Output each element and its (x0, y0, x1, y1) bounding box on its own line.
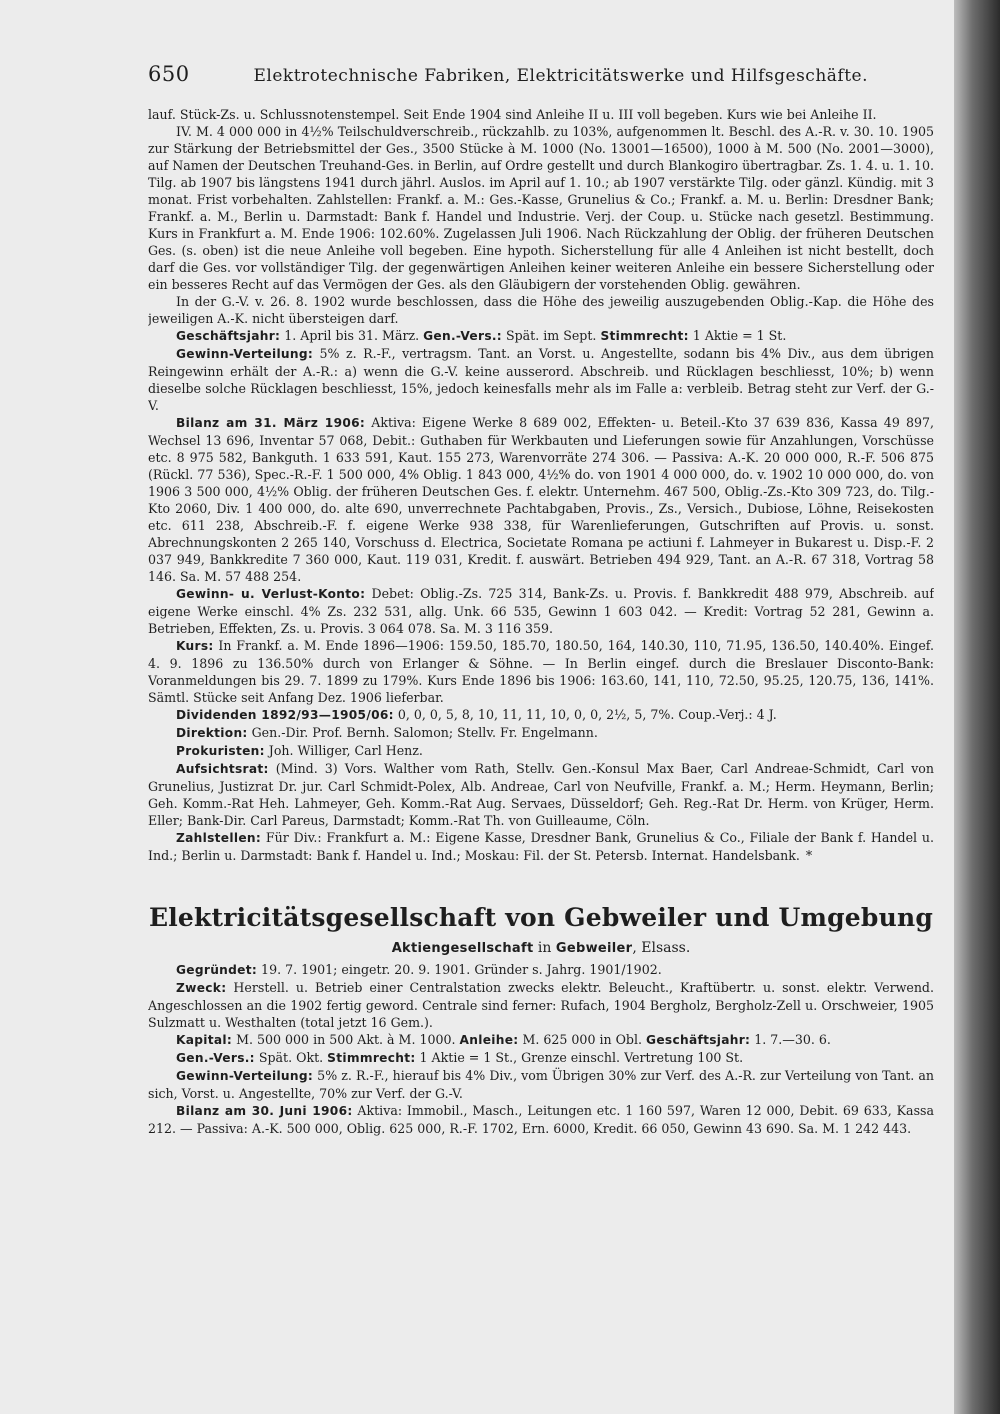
label-prokuristen: Prokuristen: (176, 744, 265, 758)
label-zweck: Zweck: (176, 981, 227, 995)
paragraph-intro: lauf. Stück-Zs. u. Schlussnotenstempel. Seit Ende 1904 sind Anleihe II u. III voll begeben. Kurs wie bei Anleihe II. (148, 107, 877, 122)
text-geschaeftsjahr: 1. April bis 31. März. (280, 328, 424, 343)
page-header (148, 62, 928, 86)
running-title: Elektrotechnische Fabriken, Elektricitätswerke und Hilfsgeschäfte. (253, 66, 868, 86)
label-geschaeftsjahr: Geschäftsjahr: (176, 329, 281, 343)
label-stimmrecht-2: Stimmrecht: (327, 1051, 416, 1065)
paragraph-gv-note: In der G.-V. v. 26. 8. 1902 wurde beschlossen, dass die Höhe des jeweilig auszugebenden Oblig.-Kap. die Höhe des jeweiligen A.-K. nicht übersteigen darf. (148, 294, 934, 326)
entry-gen-vers-2 (148, 1049, 934, 1067)
text-prokuristen: Joh. Williger, Carl Henz. (264, 743, 423, 758)
text-gegruendet: 19. 7. 1901; eingetr. 20. 9. 1901. Gründer s. Jahrg. 1901/1902. (257, 962, 662, 977)
book-binding-shadow (954, 0, 1000, 1414)
text-geschaeftsjahr-2: 1. 7.—30. 6. (750, 1032, 831, 1047)
label-gen-vers-2: Gen.-Vers.: (176, 1051, 255, 1065)
end-asterisk: * (805, 848, 813, 863)
entry-zweck (148, 979, 934, 1031)
company-subtitle (148, 938, 934, 959)
section-spacer (148, 864, 934, 898)
text-gen-vers-2: Spät. Okt. (254, 1050, 328, 1065)
label-kurs: Kurs: (176, 639, 214, 653)
label-gewinn-verlust: Gewinn- u. Verlust-Konto: (176, 587, 366, 601)
text-gewinn-verteilung: 5% z. R.-F., vertragsm. Tant. an Vorst. u. Angestellte, sodann bis 4% Div., aus dem übrigen Reingewinn erhält der A.-R.: a) wenn die G.-V. keine ausserord. Abschreib. und Rücklagen beschliesst, 10%; b) wenn dieselbe solche Rücklagen beschliesst, 15%, jedoch keinesfalls mehr als im Falle a: verbleib. Betrag steht zur Verf. der G.-V. (148, 346, 934, 413)
text-bilanz-2: Aktiva: Immobil., Masch., Leitungen etc. 1 160 597, Waren 12 000, Debit. 69 633, Kassa 212. — Passiva: A.-K. 500 000, Oblig. 625 000, R.-F. 1702, Ern. 6000, Kredit. 66 050, Gewinn 43 690. Sa. M. 1 242 443. (148, 1103, 934, 1136)
entry-prokuristen (148, 742, 934, 760)
text-gen-vers: Spät. im Sept. (501, 328, 601, 343)
entry-aufsichtsrat (148, 760, 934, 829)
label-anleihe: Anleihe: (459, 1033, 519, 1047)
label-aufsichtsrat: Aufsichtsrat: (176, 762, 269, 776)
text-kurs: In Frankf. a. M. Ende 1896—1906: 159.50, 185.70, 180.50, 164, 140.30, 110, 71.95, 136.50, 140.40%. Eingef. 4. 9. 1896 zu 136.50% durch von Erlanger & Söhne. — In Berlin eingef. durch die Breslauer Disconto-Bank: Voranmeldungen bis 29. 7. 1899 zu 179%. Kurs Ende 1896 bis 1906: 163.60, 141, 110, 72.50, 95.25, 120.75, 136, 141%. Sämtl. Stücke seit Anfang Dez. 1906 lieferbar. (148, 638, 934, 705)
entry-direktion (148, 724, 934, 742)
label-zahlstellen: Zahlstellen: (176, 831, 262, 845)
entry-kapital (148, 1031, 934, 1049)
subtitle-city: Gebweiler (555, 941, 633, 956)
page-body (148, 106, 934, 1386)
entry-gewinn-verlust (148, 585, 934, 637)
label-dividenden: Dividenden 1892/93—1905/06: (176, 708, 394, 722)
entry-bilanz-2 (148, 1102, 934, 1137)
entry-kurs (148, 637, 934, 706)
label-direktion: Direktion: (176, 726, 248, 740)
entry-gewinn-verteilung-2 (148, 1067, 934, 1102)
entry-zahlstellen (148, 829, 934, 864)
label-kapital: Kapital: (176, 1033, 233, 1047)
text-stimmrecht-2: 1 Aktie = 1 St., Grenze einschl. Vertretung 100 St. (415, 1050, 744, 1065)
paragraph-anleihe-iv: IV. M. 4 000 000 in 4½% Teilschuldverschreib., rückzahlb. zu 103%, aufgenommen lt. Beschl. des A.-R. v. 30. 10. 1905 zur Stärkung der Betriebsmittel der Ges., 3500 Stücke à M. 1000 (No. 13001—16500), 1000 à M. 500 (No. 2001—3000), auf Namen der Deutschen Treuhand-Ges. in Berlin, auf Ordre gestellt und durch Blankogiro übertragbar. Zs. 1. 4. u. 1. 10. Tilg. ab 1907 bis längstens 1941 durch jährl. Auslos. im April auf 1. 10.; ab 1907 verstärkte Tilg. oder gänzl. Kündig. mit 3 monat. Frist vorbehalten. Zahlstellen: Frankf. a. M.: Ges.-Kasse, Grunelius & Co.; Frankf. a. M. u. Berlin: Dresdner Bank; Frankf. a. M., Berlin u. Darmstadt: Bank f. Handel und Industrie. Verj. der Coup. u. Stücke nach gesetzl. Bestimmung. Kurs in Frankfurt a. M. Ende 1906: 102.60%. Zugelassen Juli 1906. Nach Rückzahlung der Oblig. der früheren Deutschen Ges. (s. oben) ist die neue Anleihe voll begeben. Eine hypoth. Sicherstellung für alle 4 Anleihen ist nicht bestellt, doch darf die Ges. vor vollständiger Tilg. der gegenwärtigen Anleihen keiner weiteren Anleihe ein bessere Sicherstellung oder ein besseres Recht auf das Vermögen der Ges. als den Gläubigern der vorstehenden Oblig. gewähren. (148, 124, 934, 292)
subtitle-in: in (533, 940, 556, 956)
label-stimmrecht: Stimmrecht: (600, 329, 689, 343)
text-gewinn-verlust: Debet: Oblig.-Zs. 725 314, Bank-Zs. u. Provis. f. Bankkredit 488 979, Abschreib. auf eigene Werke einschl. 4% Zs. 232 531, allg. Unk. 66 535, Gewinn 1 603 042. — Kredit: Vortrag 52 281, Gewinn a. Betrieben, Effekten, Zs. u. Provis. 3 064 078. Sa. M. 3 116 359. (148, 586, 934, 636)
label-gen-vers: Gen.-Vers.: (423, 329, 502, 343)
text-dividenden: 0, 0, 0, 5, 8, 10, 11, 11, 10, 0, 0, 2½, 5, 7%. Coup.-Verj.: 4 J. (393, 707, 777, 722)
text-aufsichtsrat: (Mind. 3) Vors. Walther vom Rath, Stellv. Gen.-Konsul Max Baer, Carl Andreae-Schmidt, Carl von Grunelius, Justizrat Dr. jur. Carl Schmidt-Polex, Alb. Andreae, Carl von Neufville, Frankf. a. M.; Herm. Heymann, Berlin; Geh. Komm.-Rat Heh. Lahmeyer, Geh. Komm.-Rat Aug. Servaes, Düsseldorf; Geh. Reg.-Rat Dr. Herm. von Krüger, Herm. Eller; Bank-Dir. Carl Pareus, Darmstadt; Komm.-Rat Th. von Guilleaume, Cöln. (148, 761, 934, 828)
text-direktion: Gen.-Dir. Prof. Bernh. Salomon; Stellv. Fr. Engelmann. (247, 725, 598, 740)
text-stimmrecht: 1 Aktie = 1 St. (688, 328, 787, 343)
text-zahlstellen: Für Div.: Frankfurt a. M.: Eigene Kasse, Dresdner Bank, Grunelius & Co., Filiale der Bank f. Handel u. Ind.; Berlin u. Darmstadt: Bank f. Handel u. Ind.; Moskau: Fil. der St. Petersb. Internat. Handelsbank. (148, 830, 934, 863)
text-gewinn-verteilung-2: 5% z. R.-F., hierauf bis 4% Div., vom Übrigen 30% zur Verf. des A.-R. zur Verteilung von Tant. an sich, Vorst. u. Angestellte, 70% zur Verf. der G.-V. (148, 1068, 934, 1101)
entry-geschaeftsjahr (148, 327, 934, 345)
label-bilanz: Bilanz am 31. März 1906: (176, 416, 366, 430)
subtitle-region: , Elsass. (632, 940, 691, 956)
text-bilanz: Aktiva: Eigene Werke 8 689 002, Effekten- u. Beteil.-Kto 37 639 836, Kassa 49 897, Wechsel 13 696, Inventar 57 068, Debit.: Guthaben für Werkbauten und Lieferungen sowie für Anzahlungen, Vorschüsse etc. 8 975 582, Bankguth. 1 633 591, Kaut. 155 273, Warenvorräte 274 306. — Passiva: A.-K. 20 000 000, R.-F. 506 875 (Rückl. 77 536), Spec.-R.-F. 1 500 000, 4% Oblig. 1 843 000, 4½% do. von 1901 4 000 000, do. v. 1902 10 000 000, do. von 1906 3 500 000, 4½% Oblig. der früheren Deutschen Ges. f. elektr. Unternehm. 467 500, Oblig.-Zs.-Kto 309 723, do. Tilg.-Kto 2060, Div. 1 400 000, do. alte 690, unverrechnete Pachtabgaben, Provis., Zs., Versich., Dubiose, Löhne, Reisekosten etc. 611 238, Abschreib.-F. f. eigene Werke 938 338, für Warenlieferungen, Gutschriften auf Provis. u. sonst. Abrechnungskonten 2 265 140, Vorschuss d. Electrica, Societate Romana pe actiuni f. Lahmeyer in Bukarest u. Disp.-F. 2 037 949, Bankkredite 7 360 000, Kaut. 119 031, Kredit. f. auswärt. Betrieben 494 929, Tant. an A.-R. 67 318, Vortrag 58 146. Sa. M. 57 488 254. (148, 415, 934, 584)
label-gegruendet: Gegründet: (176, 963, 258, 977)
text-zweck: Herstell. u. Betrieb einer Centralstation zwecks elektr. Beleucht., Kraftübertr. u. sonst. elektr. Verwend. Angeschlossen an die 1902 fertig geword. Centrale sind ferner: Rufach, 1904 Bergholz, Bergholz-Zell u. Orschweier, 1905 Sulzmatt u. Westhalten (total jetzt 16 Gem.). (148, 980, 934, 1030)
entry-bilanz (148, 414, 934, 585)
entry-gewinn-verteilung (148, 345, 934, 414)
entry-dividenden (148, 706, 934, 724)
company-title: Elektricitätsgesellschaft von Gebweiler und Umgebung (148, 903, 934, 932)
label-gewinn-verteilung: Gewinn-Verteilung: (176, 347, 314, 361)
label-gewinn-verteilung-2: Gewinn-Verteilung: (176, 1069, 314, 1083)
entry-gegruendet (148, 961, 934, 979)
text-kapital: M. 500 000 in 500 Akt. à M. 1000. (232, 1032, 460, 1047)
text-anleihe: M. 625 000 in Obl. (518, 1032, 647, 1047)
subtitle-ag: Aktiengesellschaft (391, 941, 534, 956)
page-number: 650 (148, 62, 190, 86)
label-geschaeftsjahr-2: Geschäftsjahr: (646, 1033, 751, 1047)
label-bilanz-2: Bilanz am 30. Juni 1906: (176, 1104, 353, 1118)
